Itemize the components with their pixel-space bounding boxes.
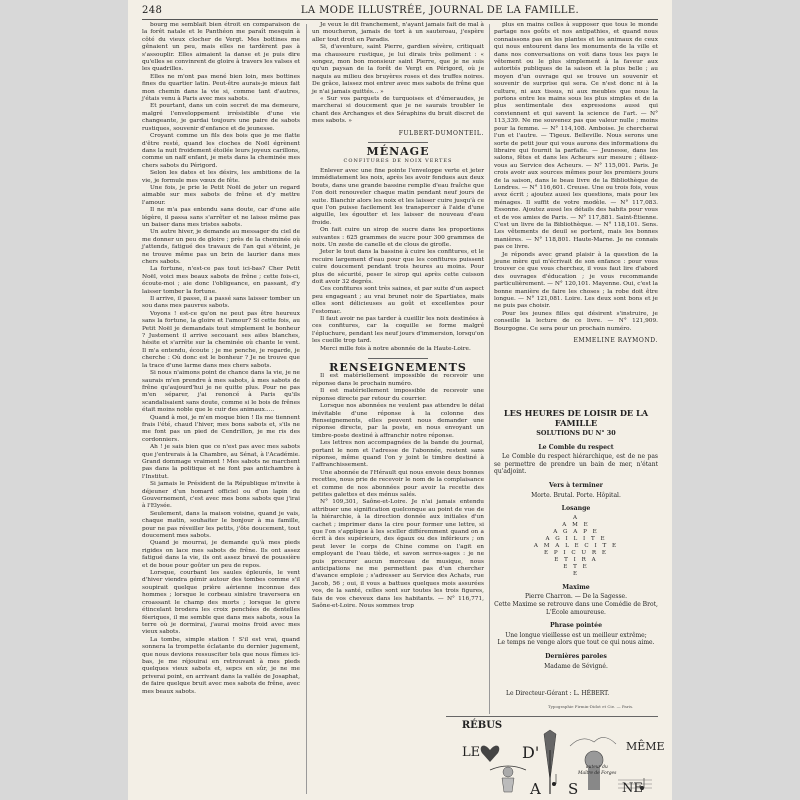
paragraph: Enlever avec une fine pointe l'enveloppe verte et jeter immédiatement les noix, après les avoir fendues aux deux bouts, dans une grande bassine remplie d'eau fraîche que l'on doit renouveler chaque matin pendant neuf jours de suite. Blanchir alors les noix et les laisser cuire jusqu'à ce que l'on puisse facilement les transpercer à l'aide d'une aiguille, les égoutter et les laisser de nouveau d'eau froide. — [312, 167, 484, 226]
rebus-a: A — [530, 780, 541, 798]
losange-row: E T I R A — [554, 556, 598, 563]
paragraph: Elles ne m'ont pas mené bien loin, mes bottines fines du quartier latin. Peut-être aurais-je mieux fait mon chemin dans la vie si, comme tant d'autres, j'étais venu à Paris avec mes sabots. — [142, 73, 300, 103]
losange-row: A — [572, 514, 580, 521]
paragraph: Croyant comme un fils des bois que je me flatte d'être resté, quand les cloches de Noël égrènent dans la nuit froidement étoilée leurs joyeux carillons, comme un naïf enfant, je mets dans la cheminée mes chers sabots du Périgord. — [142, 133, 300, 169]
paragraph: N° 109,301, Saône-et-Loire. Je n'ai jamais entendu attribuer une signification quelconque au point de vue de la hiérarchie, à la direction donnée aux initiales d'un cachet ; imprimer dans la cire pour former une lettre, si que l'on s'applique à les sceller différemment quand on a écrit à des supérieurs, des égaux ou des inférieurs ; on peut lever le corps de Chine comme on l'agit en employant de l'eau tiède, et savon serres-sages : je ne puis procurer aucun morceau de musique, nous anticipations ne me permettent pas d'un chercher d'avance emploie ; s'adresser au Service des Achats, rue Jacob, 56 ; oui, il vous a battues quelques mois assurées vos, de la santé, celles sont sur toutes les trois figures, fais de vos cheveux dans les habitants. — N° 116,771, Saône-et-Loire. Nous sommes trop — [312, 499, 484, 610]
author-signature: FULBERT-DUMONTEIL. — [398, 129, 484, 137]
losange-row: A G A P E — [553, 528, 599, 535]
puzzle-title: Maxime — [562, 583, 590, 591]
solutions-heading: SOLUTIONS DU N° 30 — [536, 429, 616, 437]
section-title-renseignements: RENSEIGNEMENTS — [329, 361, 467, 375]
losange-row: A M E — [562, 521, 590, 528]
paragraph: « Sur vos parquets de turquoises et d'émeraudes, je marcherai si doucement que je ne saurais troubler le chant des Archanges et des Séraphins du bruit discret de mes sabots. » — [312, 96, 484, 125]
separator — [368, 358, 428, 359]
recipe-subtitle: CONFITURES DE NOIX VERTES — [343, 157, 453, 164]
losange-row: E P I C U R E — [543, 549, 608, 556]
paragraph: Lorsque nos abonnées ne veulent pas attendre le délai inévitable d'une réponse à la colonne des Renseignements, elles peuvent nous demander une réponse directe, par la poste, en nous envoyant un timbre-poste destiné à affranchir notre réponse. — [312, 403, 484, 439]
puzzle-answer: Cette Maxime se retrouve dans une Comédie de Brot, L'École amoureuse. — [494, 600, 658, 616]
paragraph: Il ne m'a pas entendu sans doute, car d'une aile légère, il passa sans s'arrêter et ne laisse même pas un baiser dans mes tristes sabots. — [142, 207, 300, 228]
paragraph: Lorsque, courbant les saules épleurés, le vent d'hiver viendra gémir autour des tombes comme s'il soupirait quelque prière aérienne inconnue des hommes ; lorsque le corbeau sinistre traversera en croassant le champ des morts ; lorsque le givre étincelant brodera les croix penchées de dentelles féeriques, il me semble que dans mes sabots, sous la terre où je dormirai, j'aurai moins froid avec mes vieux sabots. — [142, 570, 300, 636]
losange-grid — [494, 515, 658, 578]
paragraph: bourg me semblait bien étroit en comparaison de la forêt natale et le Panthéon me paraît mesquin à côté du vieux clocher de Vergt. Mes bottines me gênaient un peu, mais elles ne tardèrent pas à s'assouplir. Elles aimaient la danse et je puis dire qu'elles se convinrent de gloire à travers les valses et les quadrilles. — [142, 22, 300, 73]
loisirs-section — [494, 404, 658, 694]
rebus-ne: NE — [622, 781, 643, 796]
puzzle-title: Vers à terminer — [549, 481, 603, 489]
paragraph: La tombe, simple station ! S'il est vrai, quand sonnera la trompette éclatante du dernier jugement, que nous devions ressusciter tels que nous fûmes ici-bas, je me réjouirai en retrouvant à mes pieds quelques vieux sabots et, sepcs en sûr, je ne me priverai point, en arrivant dans la vallée de Josaphat, de faire quelque bruit avec mes sabots de frêne, avec mes beaux sabots. — [142, 636, 300, 695]
losange-row: E — [572, 570, 580, 577]
paragraph: Ah ! je sais bien que ce n'est pas avec mes sabots que j'entrerais à la Chambre, au Sénat, à l'Académie. Grand dommage vraiment ! Mes sabots ne marchent pas dans la politique et ne font pas antichambre à l'Institut. — [142, 444, 300, 480]
paragraph: plus en mains celles à supposer que tous le monde partage nos goûts et nos antipathies, et quand nous connaissons pas en les plantes et les animaux de ceux qui nous entourent dans les monuments de la ville et dans nos conversations on voit dans tous les pays le vêtement ou le plus simplement à la faveur aux autorités publiques de la saison et la plus belle ; au moyen d'un ouvrage qui se trouve un souvenir et souvenir de surprise qui sera. Ce n'est donc ni à la culture, ni aux tissus, ni aux meubles que nous la portons entre les mains sous les plus simples et de la plus sentimentale des expressions aussi qui conviennent et qui savent la science de l'art. — N° 113,339. Ne me souvenez pas que valeur nulle ; moins pour la femme. — N° 114,108. Amboise. Je chercherai l'un et l'autre. — Tigeux. Belleville. Nous serons une sorte de petit jour qui vous aurons des informations du libraire qui fournit la parfaite. — Jeunesse, dans les salons, fêtes et dans les Acheurs sur mesure ; élisez-vous au Service des Acheurs. — N° 115,001. Paris. Je crois avoir aux sources mêmes pour les premiers jours de la saison, dans le beau livre de la Bibliothèque de Londres. — N° 116,601. Creuse. Une ou trois fois, vous avez écrit ; ajoutez aussi les questions, mais pour les ménages. Il suffit de votre modèle. — N° 117,083. Essonne. Ajoutez aussi les détails des habits pour vous et de vos amies de Paris. — N° 117,881. Saint-Étienne. C'est un livre de la Bibliothèque. — N° 118,101. Sens. Les vêtements de deuil se portent, mais les bonnes manières. — N° 118,801. Haute-Marne. Je ne connais pas ce livre. — [494, 22, 658, 251]
paragraph: Si, d'aventure, saint Pierre, gardien sévère, critiquait ma chaussure rustique, je lui dirais très poliment : « songez, mon bon monsieur saint Pierre, que je ne suis qu'un paysan de la forêt de Vergt en Périgord, où je naquis au milieu des bruyères roses et des truffes noires. De grâce, laissez moi entrer avec mes sabots de frêne que je n'ai jamais quittés... » — [312, 44, 484, 95]
losange-row: E T E — [563, 563, 589, 570]
cupid-icon — [490, 766, 526, 792]
rebus-title: RÉBUS — [461, 720, 503, 731]
puzzle-answer: Le Comble du respect hiérarchique, est de ne pas se permettre de prendre un bain de mer, n'étant qu'adjoint. — [494, 453, 658, 476]
journal-page — [128, 0, 672, 800]
paragraph: Ces confitures sont très saines, et par suite d'un aspect peu engageant ; au vrai brunet noir de Spartiates, mais elles sont délicieuses au goût et excellentes pour l'estomac. — [312, 286, 484, 315]
paragraph: Pour les jeunes filles qui désirent s'instruire, je conseille la lecture de ce livre. — N° 121,909. Bourgogne. Ce sera pour un prochain numéro. — [494, 310, 658, 332]
paragraph: Si jamais le Président de la République m'invite à déjeuner d'un homard officiel ou d'un lapin du Gouvernement, c'est avec mes bons sabots que j'irai à l'Elysée. — [142, 481, 300, 510]
losange-row: A G I L I T E — [545, 535, 607, 542]
paragraph: Jeter le tout dans la bassine à cuire les confitures, et le recuire largement d'eau pour que les confitures puissent cuire doucement pendant trois heures au moins. Pour plus de sécurité, peser le sirop qui après cette cuisson doit avoir 32 degrés. — [312, 249, 484, 285]
printer-line: Typographie Firmin-Didot et Cie. — Paris. — [548, 704, 634, 709]
section-title-loisirs: LES HEURES DE LOISIR DE LA FAMILLE — [503, 408, 649, 428]
paragraph: Il faut avoir ne pas tarder à cueillir les noix destinées à ces confitures, car la coquille se forme malgré l'épluchure, pendant les neuf jours d'immersion, lorsqu'on les cueille trop tard. — [312, 316, 484, 345]
paragraph: Je réponds avec grand plaisir à la question de la jeune mère qui m'écrivait de son enfance : pour vous trouver ce que vous cherchez, il vous faut lire d'abord des ouvrages d'éducation ; je vous recommande particulièrement. — N° 120,101. Mayenne. Oui, c'est la bonne manière de faire les choses ; la robe doit être longue. — N° 121,081. Loire. Les deux sont bons et je ne puis pas choisir. — [494, 251, 658, 310]
puzzle-answer: Morte. Brutal. Porte. Hôpital. — [531, 491, 621, 499]
paragraph: Et pourtant, dans un coin secret de ma demeure, malgré l'enveloppement irrésistible d'une vie changeante, je gardai toujours une paire de sabots rustiques, souvenir d'enfance et de jeunesse. — [142, 103, 300, 132]
paragraph: Il arrive, il passe, il a passé sans laisser tomber un sou dans mes pauvres sabots. — [142, 296, 300, 310]
rebus-caption: auteur du — [586, 765, 608, 770]
puzzle-title: Dernières paroles — [545, 652, 607, 660]
paragraph: Un autre hiver, je demande au messager du ciel de me donner un peu de gloire ; près de la cheminée où j'attends, fatigué des travaux de l'an qui s'éteint, je ne trouve même pas un brin de laurier dans mes chers sabots. — [142, 229, 300, 265]
paragraph: La fortune, n'est-ce pas tout ici-bas? Cher Petit Noël, voici mes beaux sabots de frêne ; cette fois-ci, écoute-moi ; aie donc l'obligeance, en passant, d'y laisser tomber la fortune. — [142, 266, 300, 295]
paragraph: Les lettres non accompagnées de la bande du journal, portant le nom et l'adresse de l'abonnée, restent sans réponse, même quand l'on y joint le timbre destiné à l'affranchissement. — [312, 440, 484, 469]
column-3 — [494, 22, 658, 424]
paragraph: On fait cuire un sirop de sucre dans les proportions suivantes : 625 grammes de sucre pour 300 grammes de noix. Un zeste de canelle et de clous de girofle. — [312, 227, 484, 248]
rebus-meme: MÊME — [626, 740, 665, 753]
puzzle-title: Le Comble du respect — [538, 443, 614, 451]
rebus-caption: Maître de Forges — [578, 771, 617, 776]
paragraph: Seulement, dans la maison voisine, quand je vais, chaque matin, souhaiter le bonjour à ma famille, pour ne pas réveiller les petits, j'ôte doucement, tout doucement mes sabots. — [142, 510, 300, 540]
column-1 — [142, 22, 300, 794]
rebus-illustration — [312, 720, 665, 798]
losange-row: A M A L E C I T E — [533, 542, 619, 549]
rebus-rule — [446, 716, 658, 717]
paragraph: Quand à moi, je m'en moque bien ! Ils me tiennent frais l'été, chaud l'hiver, mes bons sabots et, s'ils ne me font pas un pied de Cendrillon, je me ris des cordonniers. — [142, 414, 300, 443]
heart-icon — [481, 746, 500, 762]
rebus-d: D' — [522, 743, 540, 762]
section-title-menage: MÉNAGE — [366, 145, 430, 159]
column-divider — [306, 24, 307, 794]
paragraph: Merci mille fois à notre abonnée de la Haute-Loire. — [320, 345, 471, 352]
author-signature: EMMELINE RAYMOND. — [573, 337, 658, 345]
director-line: Le Directeur-Gérant : L. HÉBERT. — [506, 690, 610, 697]
paragraph: Je veux le dit franchement, n'ayant jamais fait de mal à un moucheron, jamais de tort à un sauteroau, j'espère aller tout droit en Paradis. — [312, 22, 484, 43]
puzzle-answer: Le temps ne venge alors que tout ce qui nous aime. — [497, 639, 655, 647]
column-divider — [489, 24, 490, 714]
paragraph: Quand je mourrai, je demande qu'à mes pieds rigides on lace mes sabots de frêne. Ils ont assez fatigué dans la vie, ils ont assez bravé de poussière et de boue pour goûter un peu de repos. — [142, 540, 300, 569]
puzzle-title: Losange — [561, 505, 591, 513]
column-2 — [312, 22, 484, 610]
rebus-s: S — [568, 780, 579, 798]
header-rule — [142, 19, 658, 20]
paragraph: Il est matériellement impossible de recevoir une réponse dans le prochain numéro. — [312, 373, 484, 387]
puzzle-answer: Madame de Sévigné. — [544, 662, 608, 670]
separator — [368, 142, 428, 143]
paragraph: Selon les dates et les désirs, les ambitions de la vie, je formule mes vœux de fête. — [142, 170, 300, 184]
page-number: 248 — [142, 5, 163, 16]
puzzle-answer: Pierre Charron. — De la Sagesse. — [524, 593, 628, 601]
paragraph: Il est matériellement impossible de recevoir une réponse directe par retour du courrier. — [312, 388, 484, 402]
paragraph: Une fois, je prie le Petit Noël de jeter un regard aimable sur mes sabots de frêne et d'y mettre l'amour. — [142, 184, 300, 206]
paragraph: Voyons ! est-ce qu'on ne peut pas être heureux sans la fortune, la gloire et l'amour? Si cette fois, au Petit Noël je demandais tout simplement le bonheur ? Justement il arrive secouant ses ailes blanches, hésite et s'arrête sur la cheminée où chante le vent. Il m'a entendu, écoute ; je me penche, je regarde, je cherche : Où donc est le bonheur ? Je ne trouve que la trace d'une larme dans mes chers sabots. — [142, 310, 300, 369]
paragraph: Si nous n'aimons point de chance dans la vie, je ne saurais m'en prendre à mes sabots, à mes sabots de frêne qu'aujourd'hui je ne quitte plus. Pour ne pas m'en séparer, j'ai renoncé à Paris qu'ils scandalisaient sans doute, comme si le bois de frênes était moins noble que le cuir des animaux..... — [142, 370, 300, 414]
paragraph: Une abonnée de l'Hérault qui nous envoie deux bonnes recettes, nous prie de recevoir le nom de la complaisance et comme de nos abonnées pour avoir la recette des petites galettes et des ménus salés. — [312, 469, 484, 498]
rebus-le: LE — [462, 745, 481, 760]
page-header — [142, 5, 658, 19]
puzzle-answer: Une longue vieillesse est un meilleur extrême; — [505, 631, 647, 639]
journal-title: LA MODE ILLUSTRÉE, JOURNAL DE LA FAMILLE. — [300, 5, 580, 16]
puzzle-title: Phrase pointée — [549, 622, 603, 630]
